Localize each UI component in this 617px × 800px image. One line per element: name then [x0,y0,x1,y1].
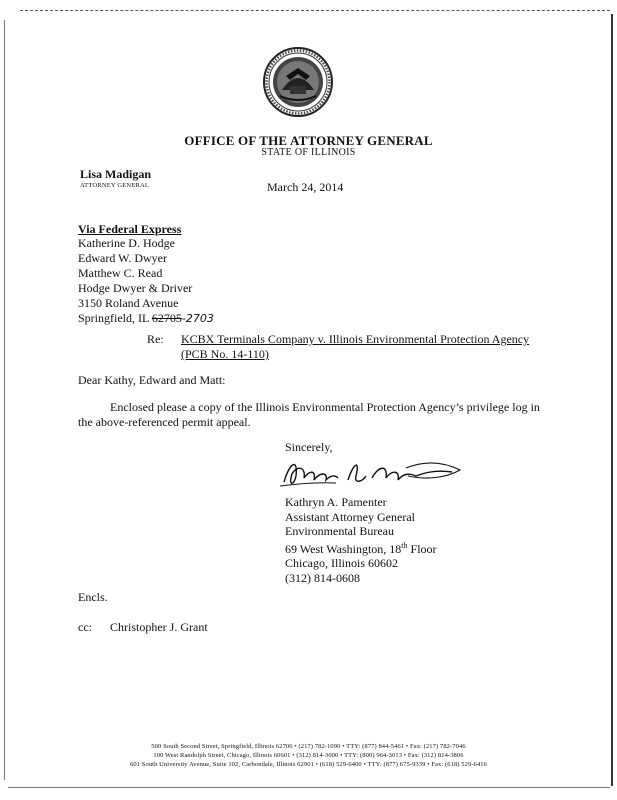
state-name: STATE OF ILLINOIS [261,147,356,158]
attorney-general-title: ATTORNEY GENERAL [80,182,150,189]
state-seal-icon [262,46,334,118]
scan-right-edge [611,14,613,786]
enclosures-note: Encls. [78,590,108,604]
closing: Sincerely, [285,440,333,454]
recipient-city: Springfield, IL [78,311,149,325]
handwritten-signature [276,452,466,492]
cc-recipient: Christopher J. Grant [110,620,208,634]
footer-address-line: 601 South University Avenue, Suite 102, Carbondale, Illinois 62901 • (618) 529-6400 • TTY: (877) 675-9339 • Fax: (618) 529-6416 [129,761,487,768]
scan-bottom-edge [8,787,610,788]
signatory-bureau: Environmental Bureau [285,524,394,538]
signatory-street: 69 West Washington, 18th Floor [285,540,437,556]
office-title: OFFICE OF THE ATTORNEY GENERAL [184,133,433,148]
handwritten-zip-correction: -2703 [181,312,214,325]
re-subject [181,332,541,362]
struck-zip-code: 62705 [151,311,182,325]
scan-top-edge [20,10,610,12]
signatory-phone: (312) 814-0608 [285,570,360,585]
recipient-line: Matthew C. Read [78,266,163,280]
recipient-city-line [78,311,214,326]
signatory-title: Assistant Attorney General [285,509,415,524]
re-subject-line: (PCB No. 14-110) [181,347,269,361]
salutation: Dear Kathy, Edward and Matt: [78,373,226,387]
footer-address-line: 100 West Randolph Street, Chicago, Illinois 60601 • (312) 814-3000 • TTY: (800) 964-3013 • Fax: (312) 814-3806 [153,752,464,759]
recipient-line: Hodge Dwyer & Driver [78,281,193,295]
recipient-line: Katherine D. Hodge [78,236,175,250]
delivery-method: Via Federal Express [78,222,182,236]
signatory-name: Kathryn A. Pamenter [285,495,387,509]
signatory-city: Chicago, Illinois 60602 [285,556,398,570]
attorney-general-name: Lisa Madigan [80,167,152,181]
re-subject-line: KCBX Terminals Company v. Illinois Environmental Protection Agency [181,332,530,346]
body-paragraph: Enclosed please a copy of the Illinois Environmental Protection Agency’s privilege log in the above-referenced permit appeal. [78,400,540,429]
signature-block [285,495,437,585]
re-label: Re: [147,332,164,346]
recipient-line: Edward W. Dwyer [78,251,167,265]
recipient-line: 3150 Roland Avenue [78,296,179,310]
letter-date: March 24, 2014 [267,180,344,194]
cc-label: cc: [78,620,92,634]
footer-address-line: 500 South Second Street, Springfield, Illinois 62706 • (217) 782-1090 • TTY: (877) 844-5461 • Fax: (217) 782-7046 [151,743,466,750]
